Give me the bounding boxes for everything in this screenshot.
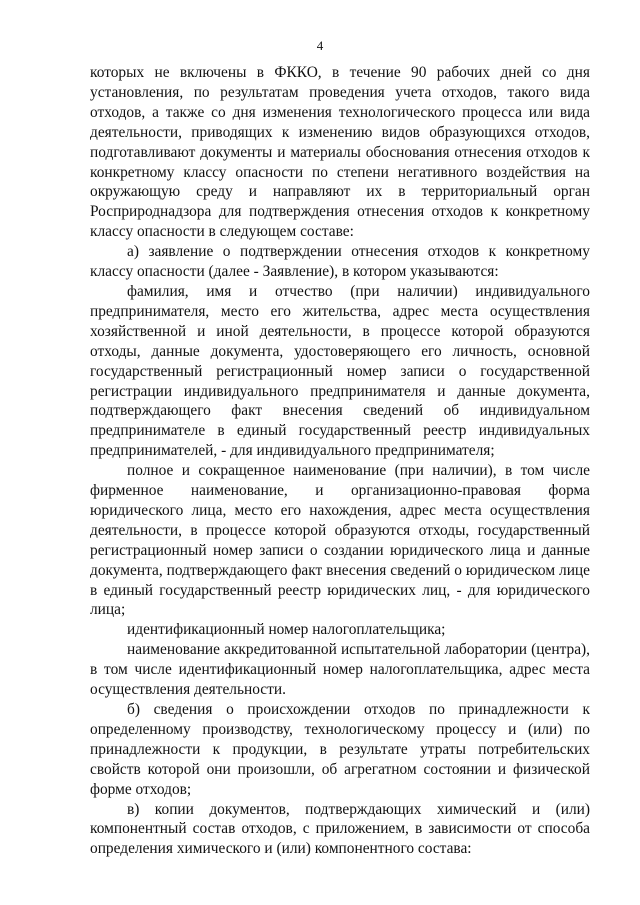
paragraph-individual-entrepreneur: фамилия, имя и отчество (при наличии) индивидуального предпринимателя, место его жительства, адрес места осуществления хозяйственной и иной деятельности, в процессе которой образуются отходы, данные документа, удостоверяющего его личность, основной государственный регистрационный номер записи о государственной регистрации индивидуального предпринимателя и данные документа, подтверждающего факт внесения сведений об индивидуальном предпринимателе в единый государственный реестр индивидуальных предпринимателей, - для индивидуального предпринимателя; [90,282,590,460]
document-body [90,63,590,859]
paragraph-item-v: в) копии документов, подтверждающих химический и (или) компонентный состав отходов, с приложением, в зависимости от способа определения химического и (или) компонентного состава: [90,800,590,858]
paragraph-taxpayer-id: идентификационный номер налогоплательщика; [127,621,446,639]
paragraph-continuation: которых не включены в ФККО, в течение 90 рабочих дней со дня установления, по результатам проведения учета отходов, такого вида отходов, а также со дня изменения технологического процесса или вида деятельности, приводящих к изменению видов образующихся отходов, подготавливают документы и материалы обоснования отнесения отходов к конкретному классу опасности по степени негативного воздействия на окружающую среду и направляют их в территориальный орган Росприроднадзора для подтверждения отнесения отходов к конкретному классу опасности в следующем составе: [90,64,590,241]
paragraph-item-b: б) сведения о происхождении отходов по принадлежности к определенному производству, технологическому процессу и (или) по принадлежности к продукции, в результате утраты потребительских свойств которой они произошли, об агрегатном состоянии и физической форме отходов; [90,701,590,798]
paragraph-item-a: а) заявление о подтверждении отнесения отходов к конкретному классу опасности (далее - Заявление), в котором указываются: [90,243,590,281]
paragraph-legal-entity: полное и сокращенное наименование (при наличии), в том числе фирменное наименование, и организационно-правовая форма юридического лица, место его нахождения, адрес места осуществления деятельности, в процессе которой образуются отходы, государственный регистрационный номер записи о создании юридического лица и данные документа, подтверждающего факт внесения сведений о юридическом лице в единый государственный реестр юридических лиц, - для юридического лица; [90,462,590,619]
page-number: 4 [316,38,324,53]
paragraph-laboratory: наименование аккредитованной испытательной лаборатории (центра), в том числе идентификационный номер налогоплательщика, адрес места осуществления деятельности. [90,641,590,699]
